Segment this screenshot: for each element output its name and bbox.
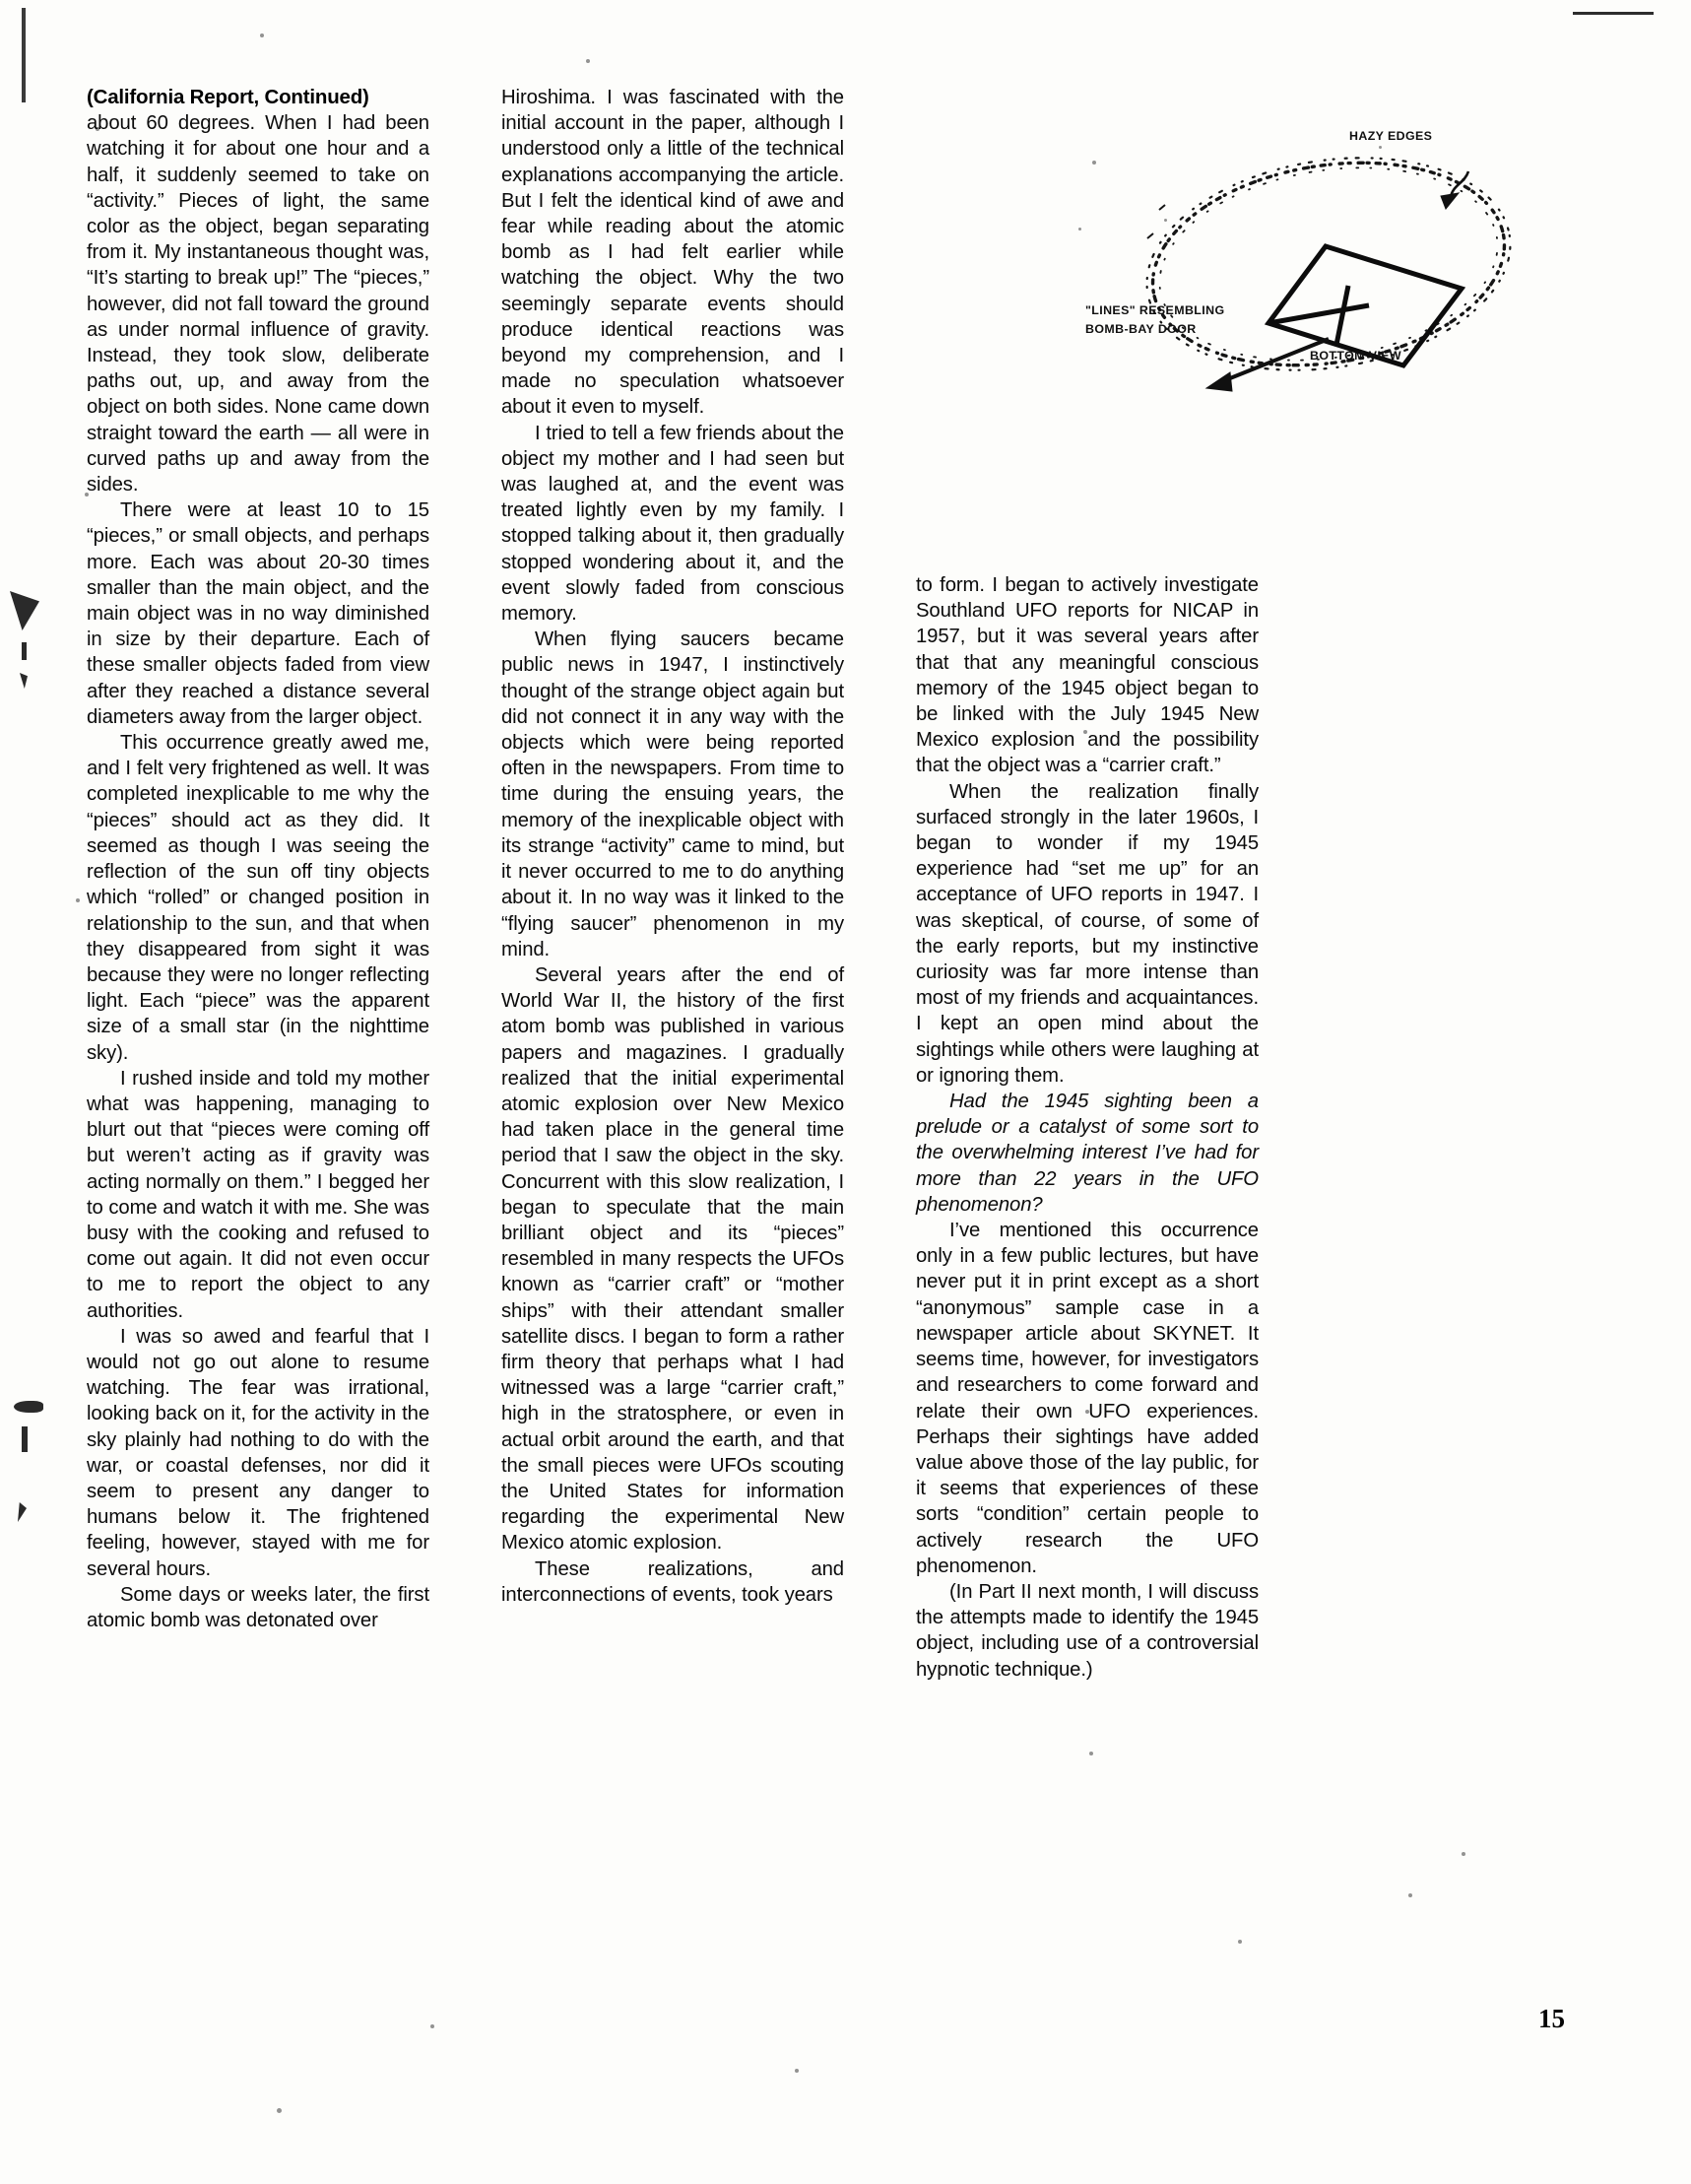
page-number: 15 [1538,2004,1565,2033]
scan-margin-mark-5 [22,1426,28,1452]
paragraph: I’ve mentioned this occurrence only in a few public lectures, but have never put it in print except as a short “anonymous” sample case in a newspaper article about SKYNET. It seems time, however, for investigators and researchers to come forward and relate their own UFO experiences. Perhaps their sightings have added value above those of the lay public, for it seems that experiences of these sorts “condition” certain people to actively research the UFO phenomenon. [916,1220,1259,1577]
hazy-tick-marks [1147,205,1165,238]
paragraph: These realizations, and interconnections of events, took years [501,1557,844,1606]
paragraph: I was so awed and fearful that I would not go out alone to resume watching. The fear was irrational, looking back on it, for the activity in the sky plainly had nothing to do with the war, or coastal defenses, nor did it seem to present any danger to humans below it. The frightened feeling, however, stayed with me for several hours. [87,1325,429,1580]
scan-speck [76,898,80,902]
text-column-1 [87,85,429,1683]
lines-label-leader [1206,339,1329,391]
ufo-diagram-svg [1084,136,1596,431]
paragraph: I rushed inside and told my mother what was happening, managing to blurt out that “pieces were coming off but weren’t acting as if gravity was acting normally on them.” I begged her to come and watch it with me. She was busy with the cooking and refused to come out again. It did not even occur to me to report the object to any authorities. [87,1067,429,1322]
ufo-diagram [1084,129,1596,481]
figure-label-lines-group [1085,301,1225,339]
paragraph: There were at least 10 to 15 “pieces,” or small objects, and perhaps more. Each was about 20-30 times smaller than the main object, and the main object was in no way diminished in size by their departure. Each of these smaller objects faded from view after they reached a distance several diameters away from the larger object. [87,499,429,728]
scan-margin-mark-6 [18,1502,27,1522]
paragraph: to form. I began to actively investigate Southland UFO reports for NICAP in 1957, but it was several years after that that any meaningful conscious memory of the 1945 object began to be linked with the July 1945 New Mexico explosion and the possibility that the object was a “carrier craft.” [916,574,1259,777]
paragraph: about 60 degrees. When I had been watching it for about one hour and a half, it suddenly seemed to take on “activity.” Pieces of light, the same color as the object, began separating from it. My instantaneous thought was, “It’s starting to break up!” The “pieces,” however, did not fall toward the ground as under normal influence of gravity. Instead, they took slow, deliberate paths out, up, and away from the object on both sides. None came down straight toward the earth — all were in curved paths up and away from the sides. [87,112,429,496]
section-heading: (California Report, Continued) [87,86,369,108]
scan-margin-mark-3 [20,673,28,689]
paragraph: This occurrence greatly awed me, and I felt very frightened as well. It was completed inexplicable to me why the “pieces” should act as they did. It seemed as though I was seeing the reflection of the sun off tiny objects which “rolled” or changed position in relationship to the sun, and that when they disappeared from sight it was because they were no longer reflecting light. Each “piece” was the apparent size of a small star (in the nighttime sky). [87,732,429,1064]
scan-edge-mark-top [1573,12,1654,15]
text-column-2 [501,85,844,1683]
paragraph: When flying saucers became public news in 1947, I instinctively thought of the strange object again but did not connect it in any way with the objects which were being reported often in the newspapers. From time to time during the ensuing years, the memory of the inexplicable object with its strange “activity” came to mind, but it never occurred to me to do anything about it. In no way was it linked to the “flying saucer” phenomenon in my mind. [501,629,844,960]
panel-cross-lines [1268,286,1369,345]
scan-speck [260,33,264,37]
figure-label-lines-resembling: "LINES" RESEMBLING [1085,303,1225,317]
scan-speck [586,59,590,63]
scan-speck [1408,1893,1412,1897]
scan-speck [277,2108,282,2113]
scan-speck [1238,1940,1242,1944]
paragraph: Some days or weeks later, the first atomic bomb was detonated over [87,1583,429,1631]
paragraph-italic: Had the 1945 sighting been a prelude or a catalyst of some sort to the overwhelming interest I’ve had for more than 22 years in the UFO phenomenon? [916,1091,1259,1216]
figure-label-hazy-edges: HAZY EDGES [1349,129,1433,143]
scan-speck [1089,1752,1093,1755]
scan-edge-mark-left [22,8,26,102]
scan-speck [1462,1852,1465,1856]
scan-speck [430,2024,434,2028]
scan-margin-mark-4 [14,1401,43,1413]
paragraph: I tried to tell a few friends about the object my mother and I had seen but was laughed at, and the event was treated lightly even by my family. I stopped talking about it, then gradually stopped wondering about it, and the event slowly faded from conscious memory. [501,422,844,626]
paragraph: When the realization finally surfaced strongly in the later 1960s, I began to wonder if my 1945 experience had “set me up” for an acceptance of UFO reports in 1947. I was skeptical, of course, of some of the early reports, but my instinctive curiosity was far more intense than most of my friends and acquaintances. I kept an open mind about the sightings while others were laughing at or ignoring them. [916,780,1259,1087]
hazy-edges-leader [1441,171,1468,209]
scan-margin-mark-2 [22,642,27,660]
paragraph: Several years after the end of World War II, the history of the first atom bomb was published in various papers and magazines. I gradually realized that the initial experimental atomic explosion over New Mexico had taken place in the general time period that I saw the object in the sky. Concurrent with this slow realization, I began to speculate that the main brilliant object and its “pieces” resembled in many respects the UFOs known as “carrier craft” or “mother ships” with their attendant smaller satellite discs. I began to form a rather firm theory that perhaps what I had witnessed was a large “carrier craft,” high in the stratosphere, or even in actual orbit around the earth, and that the small pieces were UFOs scouting the United States for information regarding the experimental New Mexico atomic explosion. [501,963,844,1555]
paragraph: (In Part II next month, I will discuss the attempts made to identify the 1945 object, including use of a controversial hypnotic technique.) [916,1580,1259,1681]
paragraph: Hiroshima. I was fascinated with the initial account in the paper, although I understood only a little of the technical explanations accompanying the article. But I felt the identical kind of awe and fear while reading about the atomic bomb as I had felt earlier while watching the object. Why the two seemingly separate events should produce identical reactions was beyond my comprehension, and I made no speculation whatsoever about it even to myself. [501,87,844,419]
figure-label-bottom-view: BOTTOM VIEW [1310,349,1401,363]
figure-label-bomb-bay-door: BOMB-BAY DOOR [1085,322,1197,336]
scan-margin-mark-1 [10,591,39,630]
scan-speck [795,2069,799,2073]
